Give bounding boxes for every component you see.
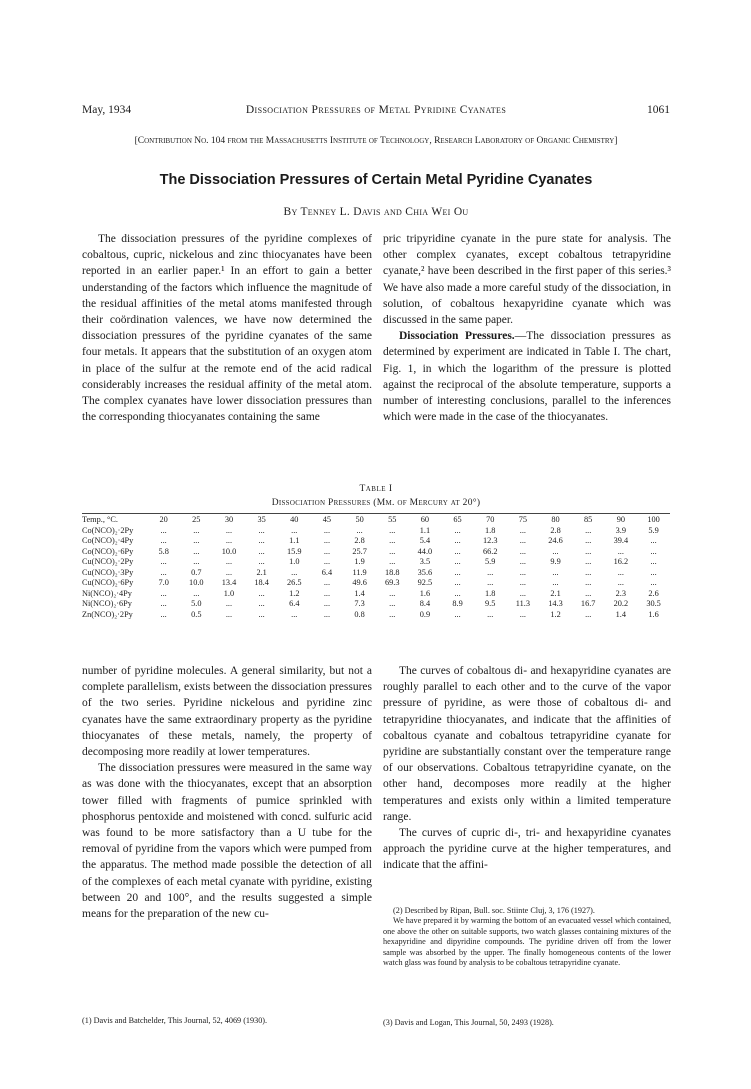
- pressure-value: ...: [258, 599, 265, 608]
- pressure-value: 1.2: [289, 588, 300, 598]
- pressure-value: ...: [160, 557, 167, 566]
- pressure-value: ...: [454, 525, 461, 535]
- table-column-header: 75: [518, 515, 528, 524]
- pressure-value: 0.7: [191, 567, 202, 577]
- pressure-value: 0.8: [354, 609, 365, 619]
- compound-name: Co(NCO)₂·2Py: [82, 525, 134, 535]
- pressure-value: 9.5: [485, 599, 496, 608]
- pressure-value: ...: [291, 567, 298, 577]
- pressure-value: 0.5: [191, 609, 202, 619]
- pressure-value: ...: [258, 536, 265, 545]
- section-heading: Dissociation Pressures.: [399, 330, 515, 343]
- pressure-value: ...: [519, 578, 526, 587]
- pressure-value: 1.1: [419, 525, 431, 535]
- pressure-value: 9.9: [550, 557, 561, 566]
- pressure-value: ...: [519, 525, 526, 535]
- pressure-value: ...: [650, 536, 657, 545]
- pressure-value: ...: [585, 588, 592, 598]
- pressure-value: ...: [585, 557, 592, 566]
- pressure-value: ...: [258, 557, 265, 566]
- table-header-label: Temp., °C.: [82, 515, 118, 524]
- pressure-value: ...: [389, 599, 396, 608]
- pressure-value: 5.9: [648, 525, 659, 535]
- pressure-value: 39.4: [613, 536, 629, 545]
- table-row: [82, 589, 670, 600]
- pressure-value: 13.4: [221, 578, 237, 587]
- table-column-header: 80: [551, 515, 560, 524]
- table-header-row: [82, 515, 670, 526]
- compound-name: Co(NCO)₂·6Py: [82, 546, 134, 556]
- pressure-value: ...: [160, 536, 167, 545]
- pressure-value: 1.2: [550, 609, 561, 619]
- pressure-value: 1.6: [419, 588, 431, 598]
- table-column-header: 100: [647, 515, 660, 524]
- pressure-value: ...: [225, 536, 233, 545]
- table-column-header: 65: [453, 515, 462, 524]
- paragraph-similarity: number of pyridine molecules. A general similarity, but not a complete parallelism, exists between the dissociation pressures of the two series. Pyridine nickelous and pyridine zinc cyanates have the same extraordinary property as the pyridine thiocyanates of these metals, namely, the property of decomposing more readily at lower temperatures.: [82, 665, 372, 759]
- pressure-value: 24.6: [548, 536, 563, 545]
- pressure-value: 3.5: [419, 557, 431, 566]
- pressure-value: ...: [193, 546, 200, 556]
- pressure-value: 6.4: [321, 567, 333, 577]
- pressure-value: ...: [454, 546, 461, 556]
- pressure-value: 30.5: [646, 599, 661, 608]
- table-column-header: 50: [355, 515, 364, 524]
- pressure-value: ...: [519, 588, 526, 598]
- pressure-value: ...: [650, 567, 657, 577]
- pressure-value: ...: [160, 609, 167, 619]
- pressure-value: ...: [650, 546, 657, 556]
- pressure-value: 1.1: [289, 536, 300, 545]
- pressure-value: ...: [519, 567, 526, 577]
- pressure-value: 49.6: [352, 578, 367, 587]
- table-top-rule: [82, 513, 670, 514]
- pressure-value: 5.4: [419, 536, 431, 545]
- table-row: [82, 610, 670, 621]
- pressure-value: ...: [585, 525, 592, 535]
- pressure-value: ...: [225, 525, 233, 535]
- pressure-value: ...: [617, 567, 624, 577]
- pressure-value: ...: [323, 536, 331, 545]
- paragraph-cupric-curves: The curves of cupric di-, tri- and hexapyridine cyanates approach the pyridine curve at the higher temperatures, and indicate that the affini-: [383, 827, 671, 872]
- pressure-value: ...: [617, 546, 624, 556]
- compound-name: Cu(NCO)₂·2Py: [82, 557, 134, 566]
- body-column-4: [383, 663, 671, 874]
- pressure-value: ...: [225, 557, 233, 566]
- compound-name: Co(NCO)₂·4Py: [82, 536, 134, 545]
- pressure-value: ...: [160, 567, 167, 577]
- pressure-value: ...: [193, 525, 200, 535]
- pressure-value: 2.6: [648, 588, 659, 598]
- pressure-value: 10.0: [189, 578, 204, 587]
- pressure-value: 1.4: [354, 588, 365, 598]
- pressure-value: ...: [519, 557, 526, 566]
- compound-name: Ni(NCO)₂·6Py: [82, 599, 132, 608]
- pressure-value: ...: [552, 567, 559, 577]
- pressure-value: 14.3: [548, 599, 563, 608]
- paragraph-continuation: pric tripyridine cyanate in the pure state for analysis. The other complex cyanates, except cobaltous tetrapyridine cyanate,² have been described in the first paper of this series.³ We have also made a more careful study of the dissociation, in solution, of cobaltous hexapyridine cyanate which was discussed in the same paper.: [383, 233, 671, 327]
- pressure-value: ...: [356, 525, 363, 535]
- pressure-value: ...: [552, 546, 559, 556]
- table-column-header: 90: [616, 515, 625, 524]
- compound-name: Cu(NCO)₂·3Py: [82, 567, 134, 577]
- pressure-value: ...: [519, 546, 526, 556]
- pressure-value: 10.0: [221, 546, 237, 556]
- pressure-value: 2.1: [550, 588, 561, 598]
- pressure-value: 12.3: [482, 536, 498, 545]
- pressure-value: ...: [323, 599, 331, 608]
- table-body: [82, 526, 670, 621]
- pressure-value: 1.0: [223, 588, 235, 598]
- pressure-value: ...: [454, 567, 461, 577]
- pressure-value: ...: [519, 609, 526, 619]
- body-column-1: [82, 231, 372, 425]
- pressure-value: 2.3: [615, 588, 627, 598]
- table-row: [82, 578, 670, 589]
- pressure-value: 1.9: [354, 557, 365, 566]
- table-column-header: 60: [420, 515, 430, 524]
- pressure-value: 5.8: [158, 546, 169, 556]
- pressure-value: ...: [585, 536, 592, 545]
- table-row: [82, 526, 670, 537]
- pressure-value: 1.8: [485, 588, 496, 598]
- table-column-header: 20: [159, 515, 168, 524]
- pressure-value: ...: [389, 557, 396, 566]
- pressure-value: ...: [193, 536, 200, 545]
- pressure-value: ...: [193, 588, 200, 598]
- pressure-value: 7.0: [158, 578, 169, 587]
- pressure-value: 8.9: [452, 599, 463, 608]
- pressure-value: 2.8: [550, 525, 561, 535]
- paragraph-cobaltous-curves: The curves of cobaltous di- and hexapyridine cyanates are roughly parallel to each other and to the curve of the vapor pressure of pyridine, as were those of cobaltous di- and tetrapyridine thiocyanates, and indicate that the affinities of cobaltous cyanate and cobaltous tetrapyridine cyanate for pyridine are substantially constant over the temperature range of our observations. Cobaltous tetrapyridine cyanate, on the other hand, decomposes more readily at the higher temperatures and exists only within a limited temperature range.: [383, 665, 671, 823]
- pressure-value: ...: [291, 609, 298, 619]
- article-title: The Dissociation Pressures of Certain Metal Pyridine Cyanates: [159, 172, 593, 188]
- dissociation-pressure-table: [82, 515, 670, 620]
- pressure-value: ...: [160, 525, 167, 535]
- pressure-value: 11.3: [515, 599, 530, 608]
- pressure-value: ...: [160, 588, 167, 598]
- pressure-value: ...: [225, 609, 233, 619]
- table-column-header: 45: [322, 515, 332, 524]
- pressure-value: ...: [323, 588, 331, 598]
- pressure-value: ...: [585, 546, 592, 556]
- pressure-value: ...: [323, 578, 331, 587]
- pressure-value: 66.2: [482, 546, 498, 556]
- footnote-2-note: We have prepared it by warming the bottom of an evacuated vessel which contained, one above the other on suitable supports, two watch glasses containing mixtures of the hexapyridine and dipyridine compounds. The pyridine driven off from the lower sample was absorbed by the upper. The finally homogeneous contents of the lower watch glass was found by analysis to be cobaltous tetrapyridine cyanate.: [383, 916, 671, 968]
- table-column-header: 25: [192, 515, 201, 524]
- pressure-value: ...: [650, 578, 657, 587]
- pressure-value: ...: [650, 557, 657, 566]
- pressure-value: ...: [552, 578, 559, 587]
- paragraph-intro: The dissociation pressures of the pyridine complexes of cobaltous, cupric, nickelous and zinc thiocyanates have been reported in an earlier paper.¹ In an effort to gain a better understanding of the factors which influence the magnitude of the residual affinities of the metal atoms manifested through their coördination valences, we have now determined the dissociation pressures of the pyridine cyanates of the same four metals. It appears that the substitution of an oxygen atom in place of the sulfur at the remote end of the acid radical considerably increases the residual affinity of the metal atom. The complex cyanates have lower dissociation pressures than the corresponding thiocyanates containing the same: [82, 233, 372, 424]
- pressure-value: ...: [454, 588, 461, 598]
- pressure-value: ...: [291, 525, 298, 535]
- footnote-1: (1) Davis and Batchelder, This Journal, 52, 4069 (1930).: [82, 1016, 268, 1025]
- pressure-value: ...: [454, 578, 461, 587]
- pressure-value: 44.0: [417, 546, 433, 556]
- table-row: [82, 568, 670, 579]
- table-column-header: 70: [486, 515, 495, 524]
- table-row: [82, 599, 670, 610]
- contribution-line: [Contribution No. 104 from the Massachusetts Institute of Technology, Research Laboratory of Organic Chemistry]: [134, 136, 618, 146]
- pressure-value: ...: [389, 609, 396, 619]
- pressure-value: 11.9: [352, 567, 367, 577]
- pressure-value: ...: [454, 557, 461, 566]
- pressure-value: ...: [389, 536, 396, 545]
- pressure-value: 1.0: [289, 557, 300, 566]
- pressure-value: 1.8: [485, 525, 496, 535]
- table-row: [82, 557, 670, 568]
- pressure-value: 18.8: [384, 567, 400, 577]
- pressure-value: ...: [258, 525, 265, 535]
- table-column-header: 85: [584, 515, 593, 524]
- table-row: [82, 536, 670, 547]
- table-column-header: 55: [388, 515, 397, 524]
- pressure-value: ...: [585, 578, 592, 587]
- table-row: [82, 547, 670, 558]
- pressure-value: ...: [389, 525, 396, 535]
- compound-name: Ni(NCO)₂·4Py: [82, 588, 132, 598]
- pressure-value: ...: [160, 599, 167, 608]
- pressure-value: 25.7: [352, 546, 367, 556]
- pressure-value: ...: [225, 599, 233, 608]
- pressure-value: 2.1: [256, 567, 267, 577]
- table-column-header: 35: [257, 515, 266, 524]
- pressure-value: 15.9: [287, 546, 302, 556]
- pressure-value: ...: [225, 567, 233, 577]
- compound-name: Cu(NCO)₂·6Py: [82, 578, 134, 587]
- pressure-value: 5.0: [191, 599, 202, 608]
- page-number: 1061: [647, 104, 670, 116]
- pressure-value: ...: [323, 609, 331, 619]
- pressure-value: ...: [585, 609, 592, 619]
- pressure-value: ...: [389, 546, 396, 556]
- pressure-value: 20.2: [613, 599, 629, 608]
- pressure-value: 16.2: [613, 557, 629, 566]
- pressure-value: ...: [487, 609, 494, 619]
- pressure-value: ...: [258, 609, 265, 619]
- pressure-value: 5.9: [485, 557, 496, 566]
- pressure-value: 92.5: [417, 578, 433, 587]
- pressure-value: 3.9: [615, 525, 627, 535]
- pressure-value: 16.7: [580, 599, 596, 608]
- footnote-2-citation: (2) Described by Ripan, Bull. soc. Stiinte Cluj, 3, 176 (1927).: [393, 906, 595, 915]
- pressure-value: ...: [193, 557, 200, 566]
- body-column-2: [383, 231, 671, 425]
- section-text: —The dissociation pressures as determined by experiment are indicated in Table I. The chart, Fig. 1, in which the logarithm of the pressure is plotted against the reciprocal of the absolute temperature, supports a number of interesting conclusions, parallel to the inferences which were made in the case of the thiocyanates.: [383, 330, 671, 424]
- pressure-value: 6.4: [289, 599, 300, 608]
- pressure-value: ...: [487, 567, 494, 577]
- table-column-header: 40: [290, 515, 299, 524]
- paragraph-dissociation: [383, 328, 671, 425]
- pressure-value: 8.4: [419, 599, 431, 608]
- paragraph-method: The dissociation pressures were measured in the same way as was done with the thiocyanates, except that an absorption tower filled with fragments of pumice sprinkled with phosphorus pentoxide and moistened with concd. sulfuric acid was found to be more satisfactory than a U tube for the removal of pyridine from the vapors which were pumped from the apparatus. The method made possible the detection of all of the complexes of each metal cyanate with pyridine, existing between 20 and 100°, and the results suggested a simple means for the preparation of the new cu-: [82, 762, 372, 921]
- body-column-3: [82, 663, 372, 922]
- pressure-value: 18.4: [254, 578, 269, 587]
- footnote-3: (3) Davis and Logan, This Journal, 50, 2493 (1928).: [383, 1018, 554, 1027]
- pressure-value: ...: [454, 536, 461, 545]
- pressure-value: ...: [519, 536, 526, 545]
- byline: By Tenney L. Davis and Chia Wei Ou: [283, 206, 469, 218]
- pressure-value: 1.4: [615, 609, 627, 619]
- pressure-value: ...: [323, 525, 331, 535]
- footnote-2: [383, 906, 671, 968]
- pressure-value: ...: [258, 546, 265, 556]
- pressure-value: ...: [454, 609, 461, 619]
- pressure-value: 0.9: [419, 609, 431, 619]
- pressure-value: 7.3: [354, 599, 365, 608]
- pressure-value: 35.6: [417, 567, 433, 577]
- table-title: Table I: [359, 484, 393, 494]
- pressure-value: ...: [617, 578, 624, 587]
- pressure-value: 1.6: [648, 609, 659, 619]
- pressure-value: 2.8: [354, 536, 365, 545]
- pressure-value: ...: [323, 557, 331, 566]
- pressure-value: ...: [389, 588, 396, 598]
- pressure-value: ...: [585, 567, 592, 577]
- pressure-value: 69.3: [384, 578, 400, 587]
- issue-date: May, 1934: [82, 104, 132, 116]
- running-title: Dissociation Pressures of Metal Pyridine Cyanates: [245, 104, 507, 116]
- table-subtitle: Dissociation Pressures (Mm. of Mercury at 20°): [271, 498, 481, 508]
- pressure-value: 26.5: [287, 578, 302, 587]
- pressure-value: ...: [323, 546, 331, 556]
- table-column-header: 30: [224, 515, 234, 524]
- pressure-value: ...: [487, 578, 494, 587]
- compound-name: Zn(NCO)₂·2Py: [82, 609, 133, 619]
- pressure-value: ...: [258, 588, 265, 598]
